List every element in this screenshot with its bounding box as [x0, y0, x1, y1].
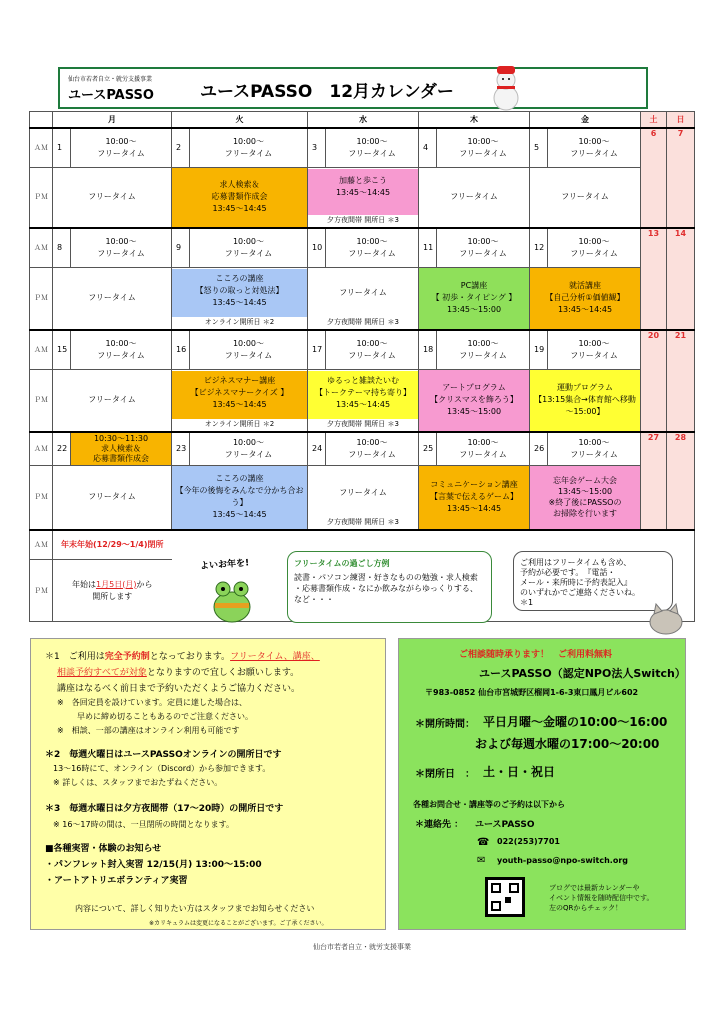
freetime-tips-body: 読書・パソコン練習・好きなものの勉強・求人検索 ・応募書類作成・なにか飲みながらゆっくりする、 など・・・	[294, 573, 478, 604]
freetime-am: 10:00～ フリータイム	[437, 228, 530, 268]
event-year-end-party: 忘年会ゲーム大会 13:45～15:00 ※終了後にPASSOの お掃除を行います	[530, 466, 641, 530]
day-wed: 水	[308, 112, 419, 128]
date-12: 12	[530, 228, 548, 268]
freetime-am: 10:00～ フリータイム	[71, 330, 172, 370]
event-exercise: 運動プログラム 【13:15集合→体育館へ移動 ～15:00】	[530, 370, 641, 432]
event-chat-time: ゆるっと雑談たいむ 【トークテーマ持ち寄り】 13:45～14:45 夕方夜間帯 開所日 ＊3	[308, 370, 419, 432]
event-pc-lecture: PC講座 【 初歩・タイピング 】 13:45～15:00	[419, 268, 530, 330]
contact-panel	[398, 638, 686, 930]
freetime-am: 10:00～ フリータイム	[190, 228, 308, 268]
day-thu: 木	[419, 112, 530, 128]
note1-line1: ＊1 ご利用は完全予約制となっております。フリータイム、講座、	[45, 652, 320, 662]
freetime-pm-night: フリータイム 夕方夜間帯 開所日 ＊3	[308, 268, 419, 330]
date-15: 15	[53, 330, 71, 370]
date-4: 4	[419, 128, 437, 168]
date-28: 28	[667, 432, 695, 530]
event-communication: コミュニケーション講座 【言葉で伝えるゲーム】 13:45～14:45	[419, 466, 530, 530]
logo: ユースPASSO	[68, 88, 154, 103]
event-art: アートプログラム 【クリスマスを飾ろう】 13:45～15:00	[419, 370, 530, 432]
event-mind-lecture: こころの講座 【怒りの取っと対処法】 13:45～14:45 オンライン開所日 ＊2	[172, 268, 308, 330]
qr-code-icon[interactable]	[485, 877, 525, 917]
event-item-1: ・パンフレット封入実習 12/15(月) 13:00～15:00	[45, 860, 262, 870]
date-11: 11	[419, 228, 437, 268]
footer-text: 仙台市若者自立・就労支援事業	[313, 943, 411, 951]
day-sun: 日	[667, 112, 695, 128]
closed-label: ＊閉所日 ：	[415, 769, 475, 780]
date-27: 27	[641, 432, 667, 530]
freetime-am: 10:00～ フリータイム	[190, 128, 308, 168]
reservation-text: ご利用はフリータイムも含め、 予約が必要です。 『電話・ メール・来所時に予約表記入』 のいずれかでご連絡くださいね。 ＊1	[520, 558, 640, 607]
note1-line4: ※ 各回定員を設けています。定員に達した場合は、	[57, 698, 248, 707]
freetime-am: 10:00～ フリータイム	[190, 330, 308, 370]
freetime-am: 10:00～ フリータイム	[326, 432, 419, 466]
pm-label: ＰＭ	[30, 466, 53, 530]
freetime-pm: フリータイム	[53, 268, 172, 330]
event-job-lecture: 就活講座 【自己分析①価値観】 13:45～14:45	[530, 268, 641, 330]
freetime-am: 10:00～ フリータイム	[326, 128, 419, 168]
freetime-am: 10:00～ フリータイム	[326, 330, 419, 370]
blog-note: ブログでは最新カレンダーや イベント情報を随時配信中です。 左のQRからチェック！	[549, 884, 654, 912]
closed-days: 土・日・祝日	[483, 765, 556, 779]
date-21: 21	[667, 330, 695, 432]
date-8: 8	[53, 228, 71, 268]
pm-label: ＰＭ	[30, 168, 53, 228]
consult-banner: ご相談随時承ります！ ご利用料無料	[459, 650, 613, 660]
date-17: 17	[308, 330, 326, 370]
event-item-2: ・アートアトリエボランティア実習	[45, 876, 188, 886]
freetime-am: 10:00～ フリータイム	[190, 432, 308, 466]
snowman-icon	[488, 62, 524, 112]
freetime-pm: フリータイム	[530, 168, 641, 228]
freetime-am: 10:00～ フリータイム	[437, 432, 530, 466]
open-hours-2: および毎週水曜の17:00～20:00	[475, 737, 660, 751]
day-tue: 火	[172, 112, 308, 128]
am-label: ＡＭ	[30, 530, 53, 560]
date-19: 19	[530, 330, 548, 370]
date-2: 2	[172, 128, 190, 168]
phone-number[interactable]: 022(253)7701	[497, 837, 560, 846]
event-mind-lecture-2: こころの講座 【今年の後悔をみんなで分かち合おう】 13:45～14:45	[172, 466, 308, 530]
date-9: 9	[172, 228, 190, 268]
freetime-am: 10:00～ フリータイム	[326, 228, 419, 268]
note1-line6: ※ 相談、一部の講座はオンライン利用も可能です	[57, 726, 240, 735]
date-10: 10	[308, 228, 326, 268]
corner-cell	[30, 112, 53, 128]
date-20: 20	[641, 330, 667, 432]
date-1: 1	[53, 128, 71, 168]
freetime-am: 10:00～ フリータイム	[548, 330, 641, 370]
date-26: 26	[530, 432, 548, 466]
date-23: 23	[172, 432, 190, 466]
event-job-search: 求人検索＆ 応募書類作成会 13:45～14:45	[172, 168, 308, 228]
day-mon: 月	[53, 112, 172, 128]
calendar-table	[29, 111, 695, 622]
open-hours-1: 平日月曜～金曜の10:00～16:00	[483, 715, 668, 729]
date-22: 22	[53, 432, 71, 466]
pm-label: ＰＭ	[30, 560, 53, 622]
event-job-search-am: 10:30～11:30 求人検索＆ 応募書類作成会	[71, 432, 172, 466]
pm-label: ＰＭ	[30, 268, 53, 330]
note2-line1: 13～16時にて、オンライン（Discord）から参加できます。	[53, 764, 271, 773]
inquiry-text: 内容について、詳しく知りたい方はスタッフまでお知らせください	[75, 904, 315, 913]
org-small-text: 仙台市若者自立・就労支援事業	[68, 76, 153, 83]
address: 〒983-0852 仙台市宮城野区榴岡1-6-3東口鳳月ビル602	[425, 688, 639, 697]
events-title: ■各種実習・体験のお知らせ	[45, 844, 162, 854]
date-13: 13	[641, 228, 667, 330]
freetime-am: 10:00～ フリータイム	[437, 128, 530, 168]
freetime-tips-title: フリータイムの過ごし方例	[294, 559, 390, 568]
date-14: 14	[667, 228, 695, 330]
header-box	[58, 67, 648, 109]
contact-name: ユースPASSO	[475, 820, 535, 830]
pm-label: ＰＭ	[30, 370, 53, 432]
note1-line3: 講座はなるべく前日まで予約いただくようご協力ください。	[57, 684, 301, 694]
frog-icon	[205, 575, 260, 625]
freetime-pm-night: フリータイム 夕方夜間帯 開所日 ＊3	[308, 466, 419, 530]
date-18: 18	[419, 330, 437, 370]
freetime-am: 10:00～ フリータイム	[548, 228, 641, 268]
holiday-notice: 年末年始(12/29～1/4)閉所	[53, 530, 172, 560]
freetime-am: 10:00～ フリータイム	[548, 432, 641, 466]
page-title: ユースPASSO 12月カレンダー	[200, 82, 454, 102]
freetime-am: 10:00～ フリータイム	[548, 128, 641, 168]
mail-icon: ✉	[477, 855, 486, 866]
freetime-pm: フリータイム	[53, 370, 172, 432]
note3-title: ＊3 毎週水曜日は夕方夜間帯（17～20時）の開所日です	[45, 804, 284, 814]
date-25: 25	[419, 432, 437, 466]
open-hours-label: ＊開所時間：	[415, 719, 475, 730]
curriculum-note: ※カリキュラムは変更になることがございます。ご了承ください。	[149, 920, 328, 927]
am-label: ＡＭ	[30, 330, 53, 370]
day-fri: 金	[530, 112, 641, 128]
date-3: 3	[308, 128, 326, 168]
note2-title: ＊2 毎週火曜日はユースPASSOオンラインの開所日です	[45, 750, 282, 760]
am-label: ＡＭ	[30, 432, 53, 466]
date-5: 5	[530, 128, 548, 168]
notes-panel	[30, 638, 386, 930]
date-6: 6	[641, 128, 667, 228]
freetime-am: 10:00～ フリータイム	[71, 128, 172, 168]
contact-label: ＊連絡先 ：	[415, 820, 464, 830]
cat-icon	[646, 600, 686, 635]
event-walk: 加藤と歩こう 13:45～14:45 夕方夜間帯 開所日 ＊3	[308, 168, 419, 228]
am-label: ＡＭ	[30, 228, 53, 268]
event-business-manner: ビジネスマナー講座 【ビジネスマナークイズ 】 13:45～14:45 オンライン開所日 ＊2	[172, 370, 308, 432]
date-16: 16	[172, 330, 190, 370]
note1-line5: 早めに締め切ることもあるのでご注意ください。	[77, 712, 253, 721]
org-name: ユースPASSO（認定NPO法人Switch）	[479, 667, 686, 680]
freetime-pm: フリータイム	[53, 168, 172, 228]
contact-intro: 各種お問合せ・講座等のご予約は以下から	[413, 800, 565, 809]
note3-line1: ※ 16～17時の間は、一旦閉所の時間となります。	[53, 820, 234, 829]
date-7: 7	[667, 128, 695, 228]
date-24: 24	[308, 432, 326, 466]
freetime-tips-bubble	[287, 551, 492, 623]
freetime-pm: フリータイム	[53, 466, 172, 530]
greeting-text: よいお年を!	[199, 558, 250, 572]
email-address[interactable]: youth-passo@npo-switch.org	[497, 856, 628, 865]
note2-line2: ※ 詳しくは、スタッフまでおたずねください。	[53, 778, 223, 787]
day-sat: 土	[641, 112, 667, 128]
phone-icon: ☎	[477, 837, 490, 848]
freetime-am: 10:00～ フリータイム	[71, 228, 172, 268]
freetime-am: 10:00～ フリータイム	[437, 330, 530, 370]
note1-line2: 相談予約すべてが対象となりますので宜しくお願いします。	[57, 668, 300, 678]
freetime-pm: フリータイム	[419, 168, 530, 228]
reopen-notice: 年始は1月5日(月)から 開所します	[53, 560, 172, 622]
am-label: ＡＭ	[30, 128, 53, 168]
